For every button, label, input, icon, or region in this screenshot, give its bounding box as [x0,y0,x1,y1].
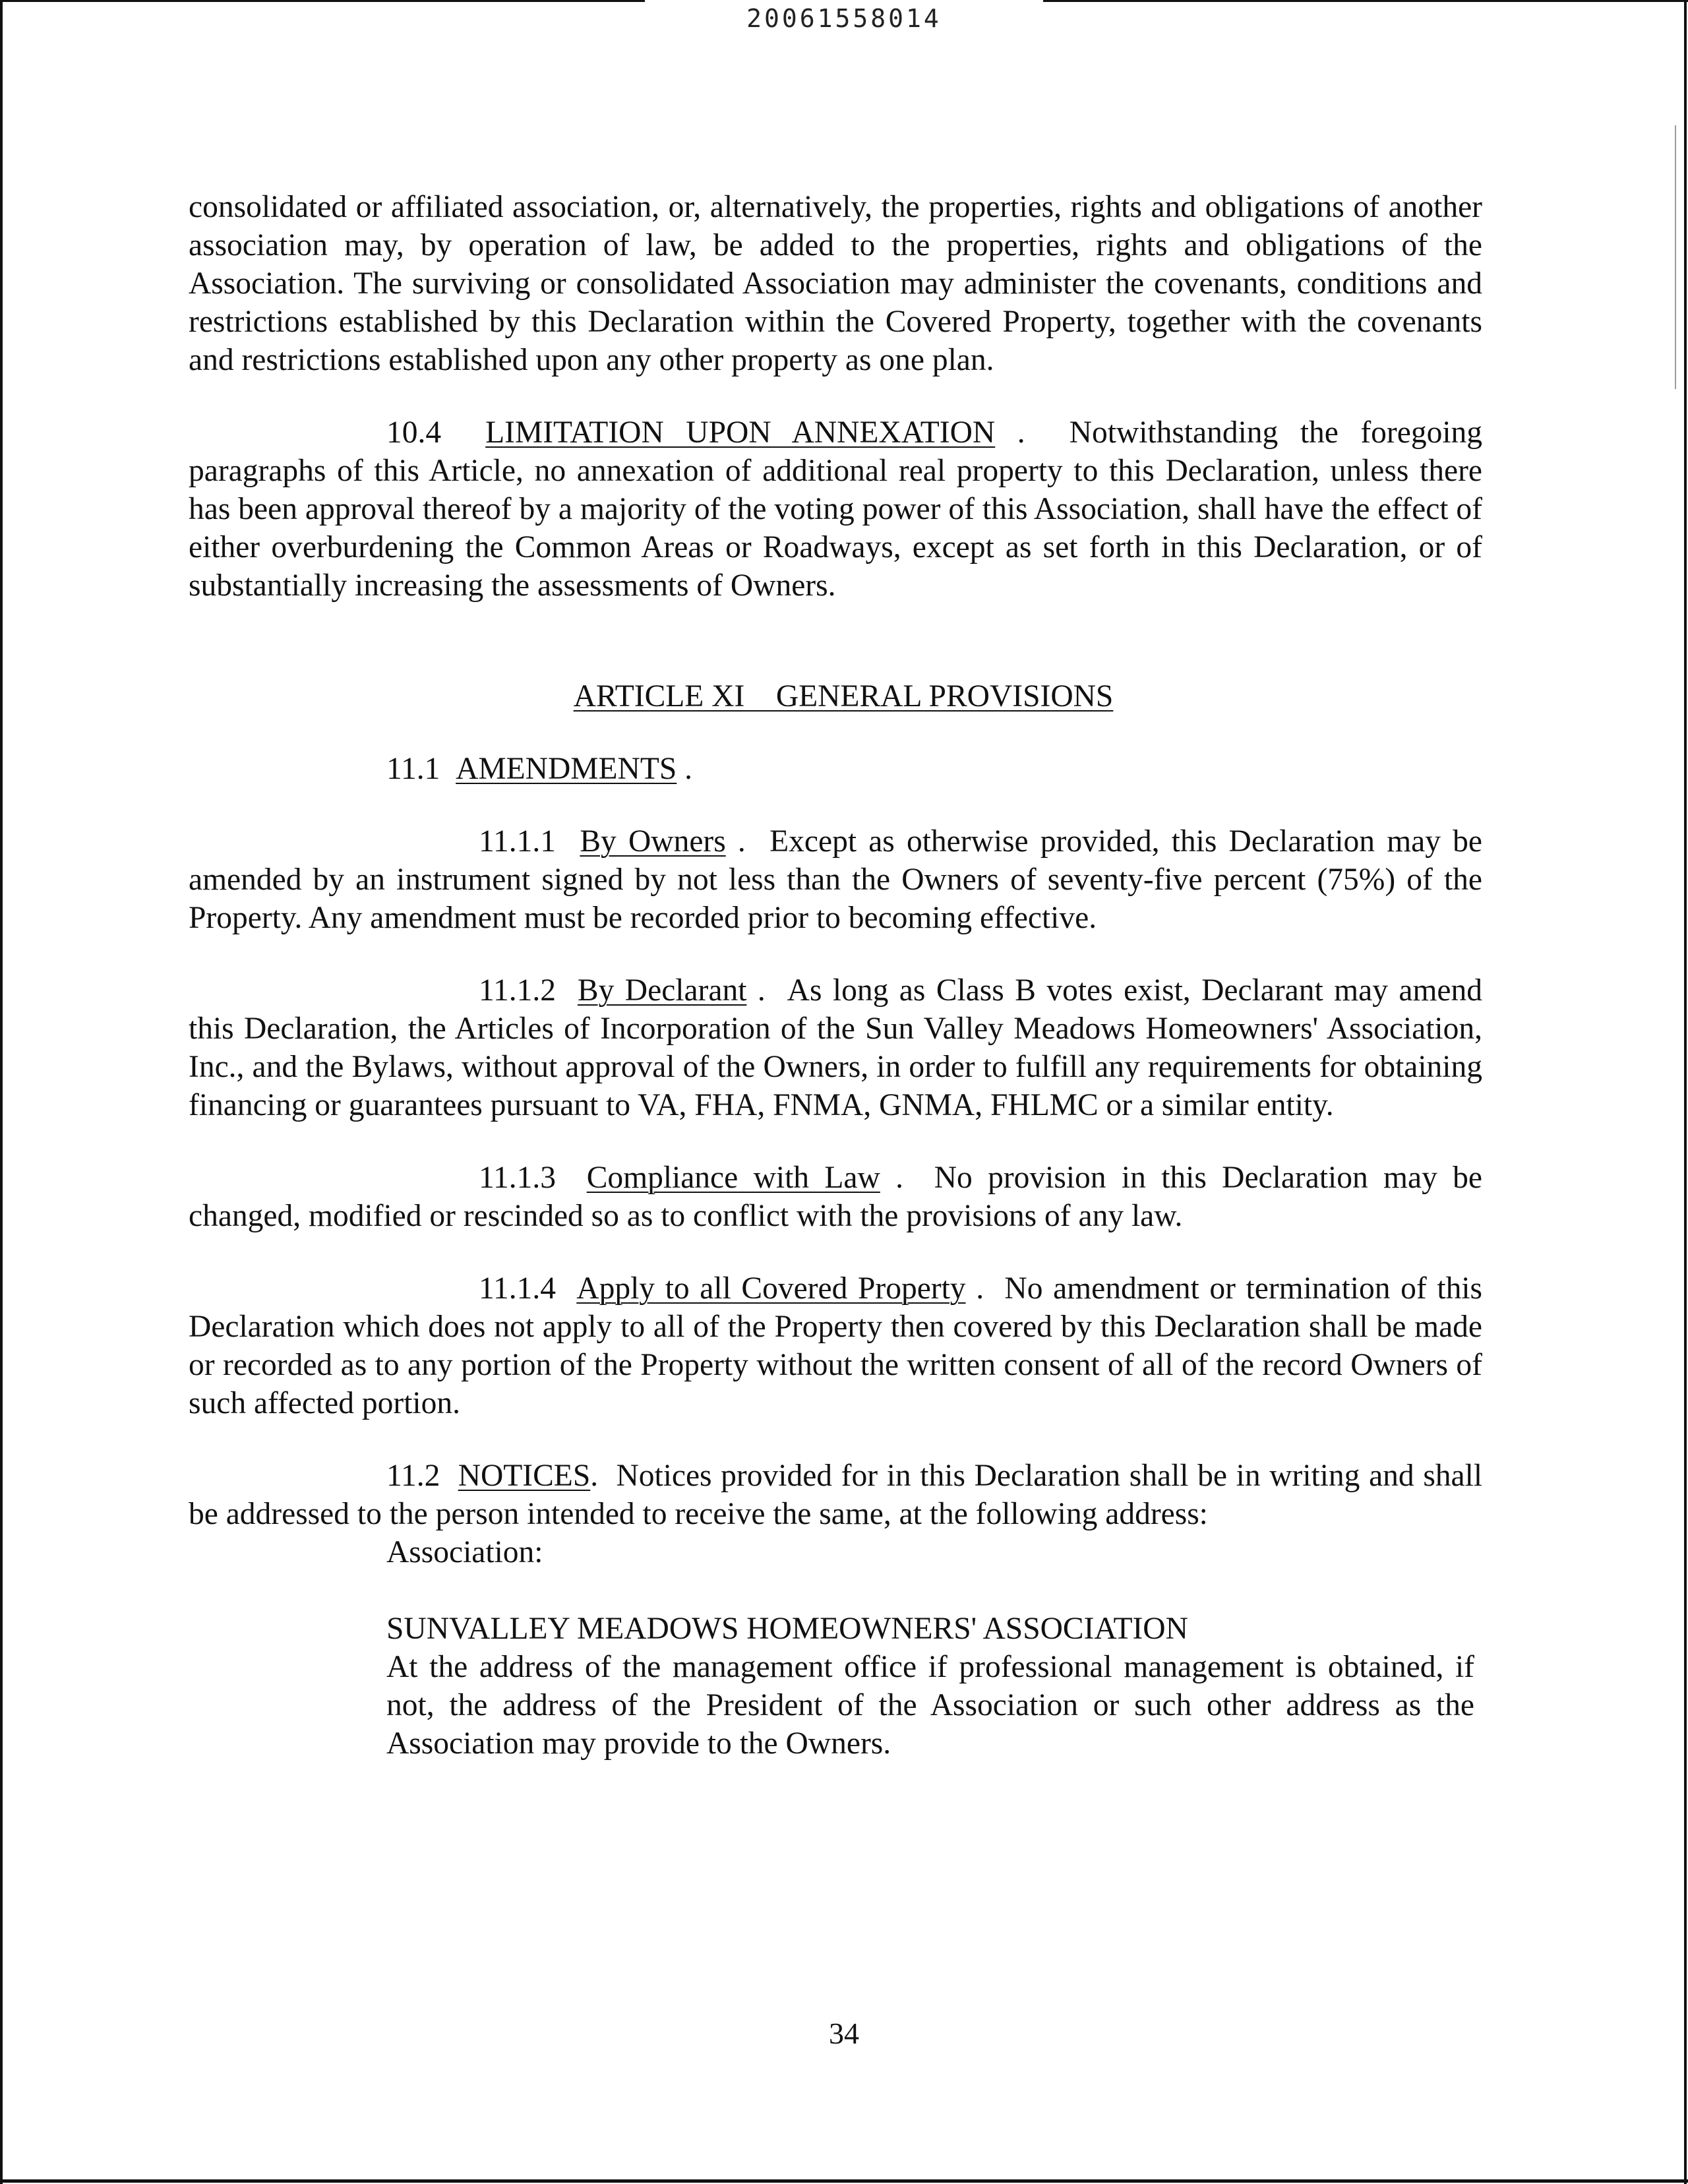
section-11-1-3: 11.1.3 Compliance with Law . No provision in this Declaration may be changed, modified or rescinded so as to conflict with the provisions of any law. [189,1161,1483,1233]
section-text: No amendment or termination of this Declaration which does not apply to all of the Property then covered by this Declaration shall be made or recorded as to any portion of the Property without the written consent of all of the record Owners of such affected portion. [189,1271,1482,1420]
article-heading [189,677,1482,715]
scan-edge-mark [1675,125,1676,389]
section-number: 11.1.1 [479,824,556,859]
section-text: Except as otherwise provided, this Declaration may be amended by an instrument signed by not less than the Owners of seventy-five percent (75%) of the Property. Any amendment must be recorded prior to becoming effective. [189,824,1483,935]
section-heading: Compliance with Law [586,1161,880,1195]
section-heading: LIMITATION UPON ANNEXATION [485,415,996,450]
section-11-1-2: 11.1.2 By Declarant . As long as Class B votes exist, Declarant may amend this Declaration, the Articles of Incorporation of the Sun Valley Meadows Homeowners' Association, Inc., and the Bylaws, without approval of the Owners, in order to fulfill any requirements for obtaining financing or guarantees pursuant to VA, FHA, FNMA, GNMA, FHLMC or a similar entity. [189,973,1483,1122]
section-text: Notices provided for in this Declaration shall be in writing and shall be addressed to the person intended to receive the same, at the following address: [189,1459,1483,1531]
document-page [189,188,1482,1763]
section-heading: AMENDMENTS [456,752,677,786]
document-number: 20061558014 [746,4,942,33]
section-heading: By Owners [580,824,726,859]
association-address: At the address of the management office if professional management is obtained, if not, the address of the President of the Association or such other address as the Association may provide to the Owners. [386,1650,1474,1761]
section-number: 11.1.4 [479,1271,556,1306]
section-number: 11.1 [386,752,440,786]
section-10-4: 10.4 LIMITATION UPON ANNEXATION . Notwithstanding the foregoing paragraphs of this Article, no annexation of additional real property to this Declaration, unless there has been approval thereof by a majority of the voting power of this Association, shall have the effect of either overburdening the Common Areas or Roadways, except as set forth in this Declaration, or of substantially increasing the assessments of Owners. [189,415,1483,603]
section-text: As long as Class B votes exist, Declarant may amend this Declaration, the Articles of Incorporation of the Sun Valley Meadows Homeowners' Association, Inc., and the Bylaws, without approval of the Owners, in order to fulfill any requirements for obtaining financing or guarantees pursuant to VA, FHA, FNMA, GNMA, FHLMC or a similar entity. [189,973,1483,1122]
section-heading: By Declarant [577,973,747,1008]
association-name: SUNVALLEY MEADOWS HOMEOWNERS' ASSOCIATION [386,1612,1188,1646]
left-border [0,0,3,2184]
section-heading: NOTICES [458,1459,591,1493]
paragraph-10-3-continued: consolidated or affiliated association, or, alternatively, the properties, rights and obligations of another association may, by operation of law, be added to the properties, rights and obligations of the Association. The surviving or consolidated Association may administer the covenants, conditions and restrictions established by this Declaration within the Covered Property, together with the covenants and restrictions established upon any other property as one plan. [189,190,1482,377]
page-number: 34 [829,2017,859,2050]
notice-recipient-label: Association: [386,1535,543,1569]
section-number: 11.1.2 [479,973,556,1008]
section-number: 11.1.3 [479,1161,556,1195]
section-11-2: 11.2 NOTICES. Notices provided for in this Declaration shall be in writing and shall be addressed to the person intended to receive the same, at the following address: [189,1459,1483,1531]
section-11-1: 11.1 AMENDMENTS . [386,752,693,786]
section-heading: Apply to all Covered Property [576,1271,966,1306]
bottom-rule [0,2179,1688,2183]
section-11-1-1: 11.1.1 By Owners . Except as otherwise provided, this Declaration may be amended by an instrument signed by not less than the Owners of seventy-five percent (75%) of the Property. Any amendment must be recorded prior to becoming effective. [189,824,1483,935]
section-text: Notwithstanding the foregoing paragraphs of this Article, no annexation of additional real property to this Declaration, unless there has been approval thereof by a majority of the voting power of this Association, shall have the effect of either overburdening the Common Areas or Roadways, except as set forth in this Declaration, or of substantially increasing the assessments of Owners. [189,415,1483,603]
section-number: 10.4 [386,415,442,450]
right-border [1684,0,1687,2184]
section-text: No provision in this Declaration may be changed, modified or rescinded so as to conflict with the provisions of any law. [189,1161,1483,1233]
article-title: ARTICLE XI GENERAL PROVISIONS [573,679,1114,713]
top-rule-left [0,0,645,2]
section-11-1-4: 11.1.4 Apply to all Covered Property . No amendment or termination of this Declaration which does not apply to all of the Property then covered by this Declaration shall be made or recorded as to any portion of the Property without the written consent of all of the record Owners of such affected portion. [189,1271,1482,1420]
top-rule-right [1043,0,1688,2]
section-number: 11.2 [386,1459,440,1493]
